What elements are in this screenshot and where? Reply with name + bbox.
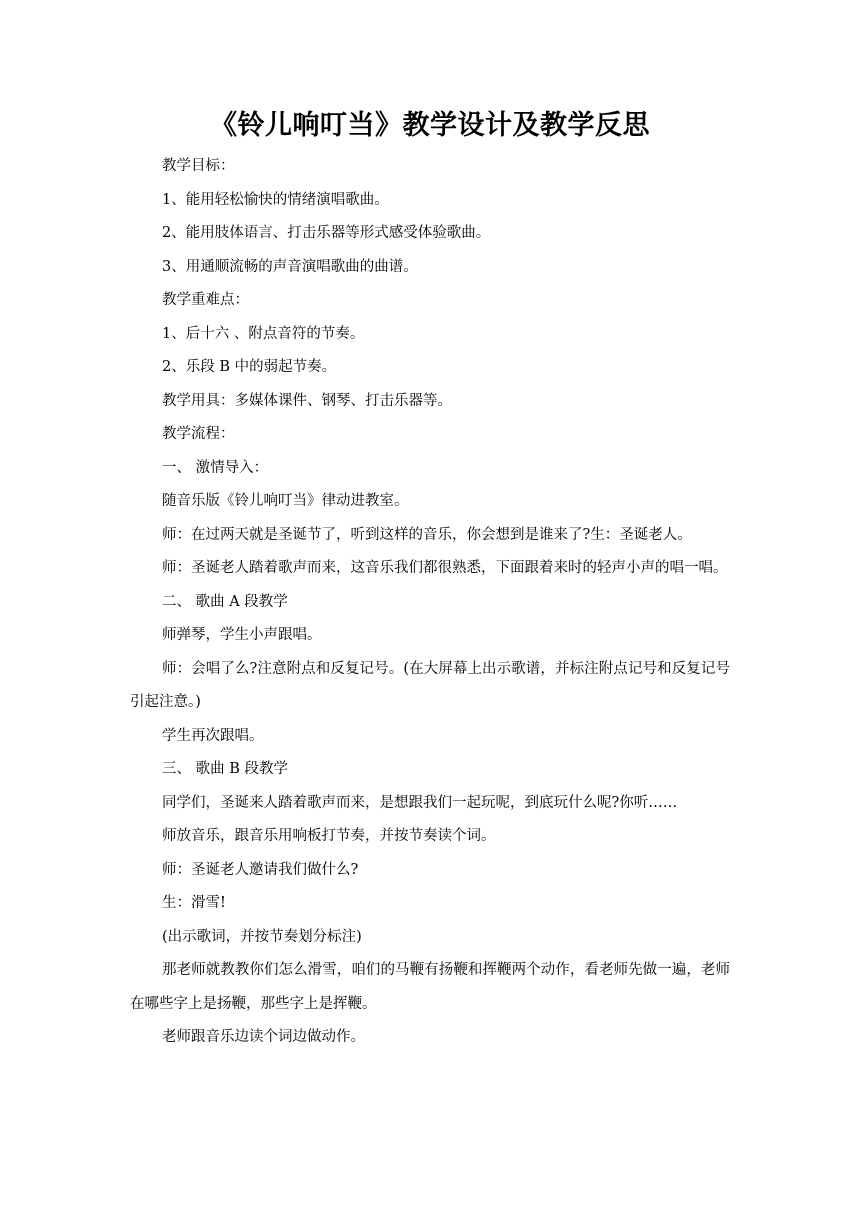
paragraph-objective-1: 1、能用轻松愉快的情绪演唱歌曲。: [162, 191, 389, 208]
paragraph-teacher-statement-1: 师：圣诞老人踏着歌声而来，这音乐我们都很熟悉，下面跟着来时的轻声小声的唱一唱。: [162, 560, 728, 576]
paragraph-entering-classroom: 随音乐版《铃儿响叮当》律动进教室。: [162, 493, 409, 509]
paragraph-teaching-tools: 教学用具：多媒体课件、钢琴、打击乐器等。: [162, 392, 452, 409]
paragraph-teacher-question-3: 师：圣诞老人邀请我们做什么?: [162, 861, 359, 878]
paragraph-section-1-heading: 一、 激情导入：: [162, 459, 269, 476]
paragraph-skiing-demo: 那老师就教教你们怎么滑雪，咱们的马鞭有扬鞭和挥鞭两个动作，看老师先做一遍，老师在哪些字上是扬鞭，那些字上是挥鞭。: [130, 962, 730, 1012]
paragraph-teacher-action: 老师跟音乐边读个词边做动作。: [162, 1029, 365, 1045]
paragraph-objectives-heading: 教学目标：: [162, 158, 235, 174]
paragraph-objective-2: 2、能用肢体语言、打击乐器等形式感受体验歌曲。: [162, 225, 491, 241]
paragraph-objective-3: 3、用通顺流畅的声音演唱歌曲的曲谱。: [162, 258, 418, 275]
document-title: 《铃儿响叮当》教学设计及教学反思: [210, 110, 650, 141]
paragraph-section-2-heading: 二、 歌曲 A 段教学: [162, 593, 288, 610]
paragraph-process-heading: 教学流程：: [162, 426, 235, 442]
paragraph-section-3-heading: 三、 歌曲 B 段教学: [162, 761, 288, 777]
paragraph-key-point-1: 1、后十六 、附点音符的节奏。: [162, 325, 365, 342]
paragraph-students-sing-again: 学生再次跟唱。: [162, 727, 264, 744]
paragraph-key-points-heading: 教学重难点：: [162, 292, 249, 308]
paragraph-key-point-2: 2、乐段 B 中的弱起节奏。: [162, 359, 337, 375]
paragraph-teacher-question-2: 师：会唱了么?注意附点和反复记号。(在大屏幕上出示歌谱，并标注附点记号和反复记号引起注意。): [130, 660, 730, 710]
paragraph-piano-sing-along: 师弹琴，学生小声跟唱。: [162, 627, 322, 643]
paragraph-music-rhythm: 师放音乐，跟音乐用响板打节奏，并按节奏读个词。: [162, 828, 496, 844]
paragraph-lyrics-note: (出示歌词，并按节奏划分标注): [162, 928, 362, 945]
paragraph-teacher-question-1: 师：在过两天就是圣诞节了，听到这样的音乐，你会想到是谁来了?生：圣诞老人。: [162, 526, 692, 543]
paragraph-listen-prompt: 同学们，圣诞来人踏着歌声而来，是想跟我们一起玩呢，到底玩什么呢?你听……: [162, 794, 678, 811]
paragraph-student-answer: 生：滑雪!: [162, 895, 226, 911]
document-body: [130, 150, 730, 1055]
